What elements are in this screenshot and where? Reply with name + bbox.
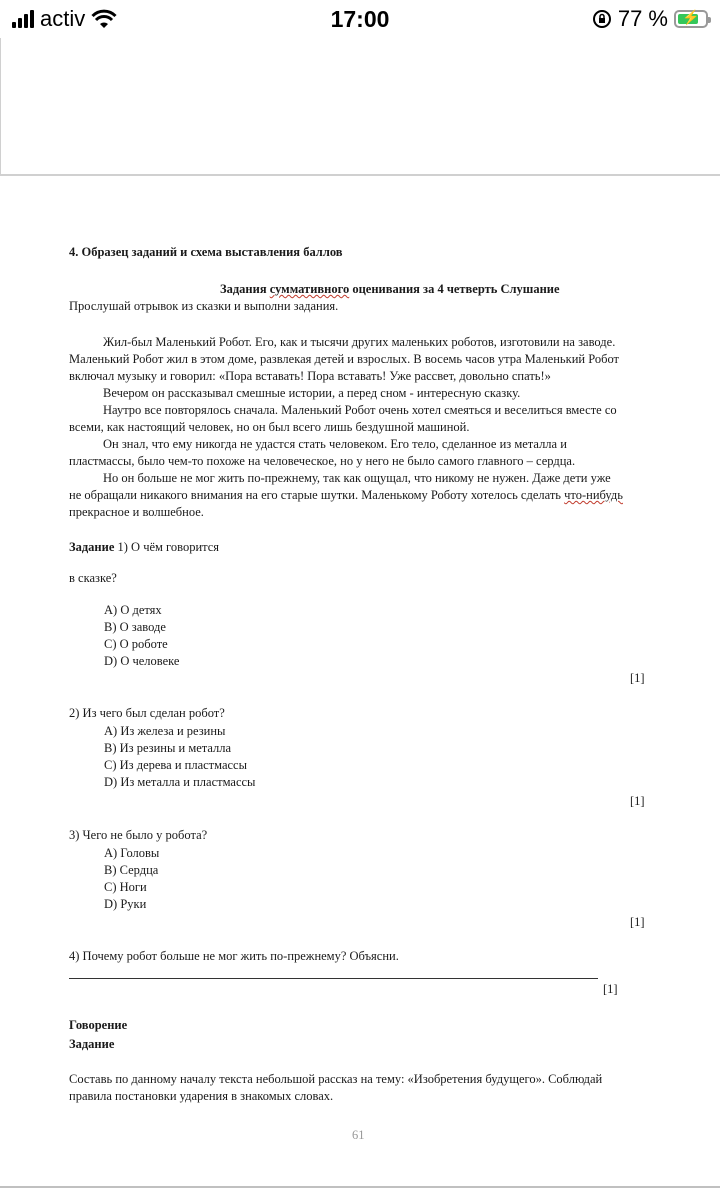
story-line: Жил-был Маленький Робот. Его, как и тысячи других маленьких роботов, изготовили на заводе. <box>103 335 616 349</box>
misspelled-word[interactable]: что-нибудь <box>564 488 623 502</box>
misspelled-word[interactable]: суммативного <box>269 282 350 296</box>
q3-option-b: B) Сердца <box>104 863 159 877</box>
title-text-1: Задания <box>220 282 270 296</box>
battery-charging-icon: ⚡ <box>674 10 708 28</box>
page-number: 61 <box>352 1128 365 1142</box>
q1-option-a: A) О детях <box>104 603 162 617</box>
q4-points: [1] <box>603 982 618 996</box>
document-title <box>220 281 560 298</box>
story-line: Маленький Робот жил в этом доме, развлекая детей и взрослых. В восемь часов утра Маленький Робот <box>69 352 619 366</box>
speaking-heading: Говорение <box>69 1018 128 1032</box>
status-bar <box>0 0 720 38</box>
question-4: 4) Почему робот больше не мог жить по-прежнему? Объясни. <box>69 949 399 963</box>
story-line: включал музыку и говорил: «Пора вставать! Пора вставать! Уже рассвет, довольно спать!» <box>69 369 551 383</box>
story-line: прекрасное и волшебное. <box>69 505 204 519</box>
q3-option-d: D) Руки <box>104 897 147 911</box>
clock: 17:00 <box>330 6 390 32</box>
q1-option-c: C) О роботе <box>104 637 168 651</box>
answer-line <box>69 978 598 979</box>
q2-option-d: D) Из металла и пластмассы <box>104 775 256 789</box>
previous-page-edge <box>0 38 720 176</box>
speaking-line: Составь по данному началу текста небольшой рассказ на тему: «Изобретения будущего». Соблюдай <box>69 1072 603 1086</box>
q2-points: [1] <box>630 794 645 808</box>
speaking-line: правила постановки ударения в знакомых словах. <box>69 1089 334 1103</box>
question-2: 2) Из чего был сделан робот? <box>69 706 225 720</box>
question-1-cont: в сказке? <box>69 571 117 585</box>
q1-option-d: D) О человеке <box>104 654 180 668</box>
title-text-2: оценивания за 4 четверть Слушание <box>349 282 560 296</box>
speaking-task-label: Задание <box>69 1037 115 1051</box>
document-page[interactable] <box>0 178 720 1188</box>
question-text: 1) О чём говорится <box>114 540 220 554</box>
q3-points: [1] <box>630 915 645 929</box>
q3-option-a: A) Головы <box>104 846 160 860</box>
carrier-name: activ <box>40 6 86 31</box>
q2-option-c: C) Из дерева и пластмассы <box>104 758 247 772</box>
story-line: Но он больше не мог жить по-прежнему, так как ощущал, что никому не нужен. Даже дети уже <box>103 471 611 485</box>
task-label: Задание <box>69 540 115 554</box>
battery-percent: 77 % <box>617 6 668 31</box>
status-right <box>592 6 708 32</box>
story-line: пластмассы, было чем-то похоже на человеческое, но у него не было самого главного – сердца. <box>69 454 576 468</box>
story-line: Он знал, что ему никогда не удастся стать человеком. Его тело, сделанное из металла и <box>103 437 567 451</box>
section-heading: 4. Образец заданий и схема выставления баллов <box>69 245 343 259</box>
q2-option-b: B) Из резины и металла <box>104 741 232 755</box>
instruction: Прослушай отрывок из сказки и выполни задания. <box>69 299 339 313</box>
q3-option-c: C) Ноги <box>104 880 147 894</box>
orientation-lock-icon <box>592 9 612 29</box>
story-line-text: не обращали никакого внимания на его старые шутки. Маленькому Роботу хотелось сделать <box>69 488 565 502</box>
q1-points: [1] <box>630 671 645 685</box>
story-line: Вечером он рассказывал смешные истории, а перед сном - интересную сказку. <box>103 386 521 400</box>
q2-option-a: A) Из железа и резины <box>104 724 226 738</box>
q1-option-b: B) О заводе <box>104 620 166 634</box>
story-line <box>69 487 623 504</box>
question-1 <box>69 539 219 556</box>
story-line: Наутро все повторялось сначала. Маленький Робот очень хотел смеяться и веселиться вместе со <box>103 403 617 417</box>
question-3: 3) Чего не было у робота? <box>69 828 208 842</box>
story-line: всеми, как настоящий человек, но он был всего лишь бездушной машиной. <box>69 420 470 434</box>
